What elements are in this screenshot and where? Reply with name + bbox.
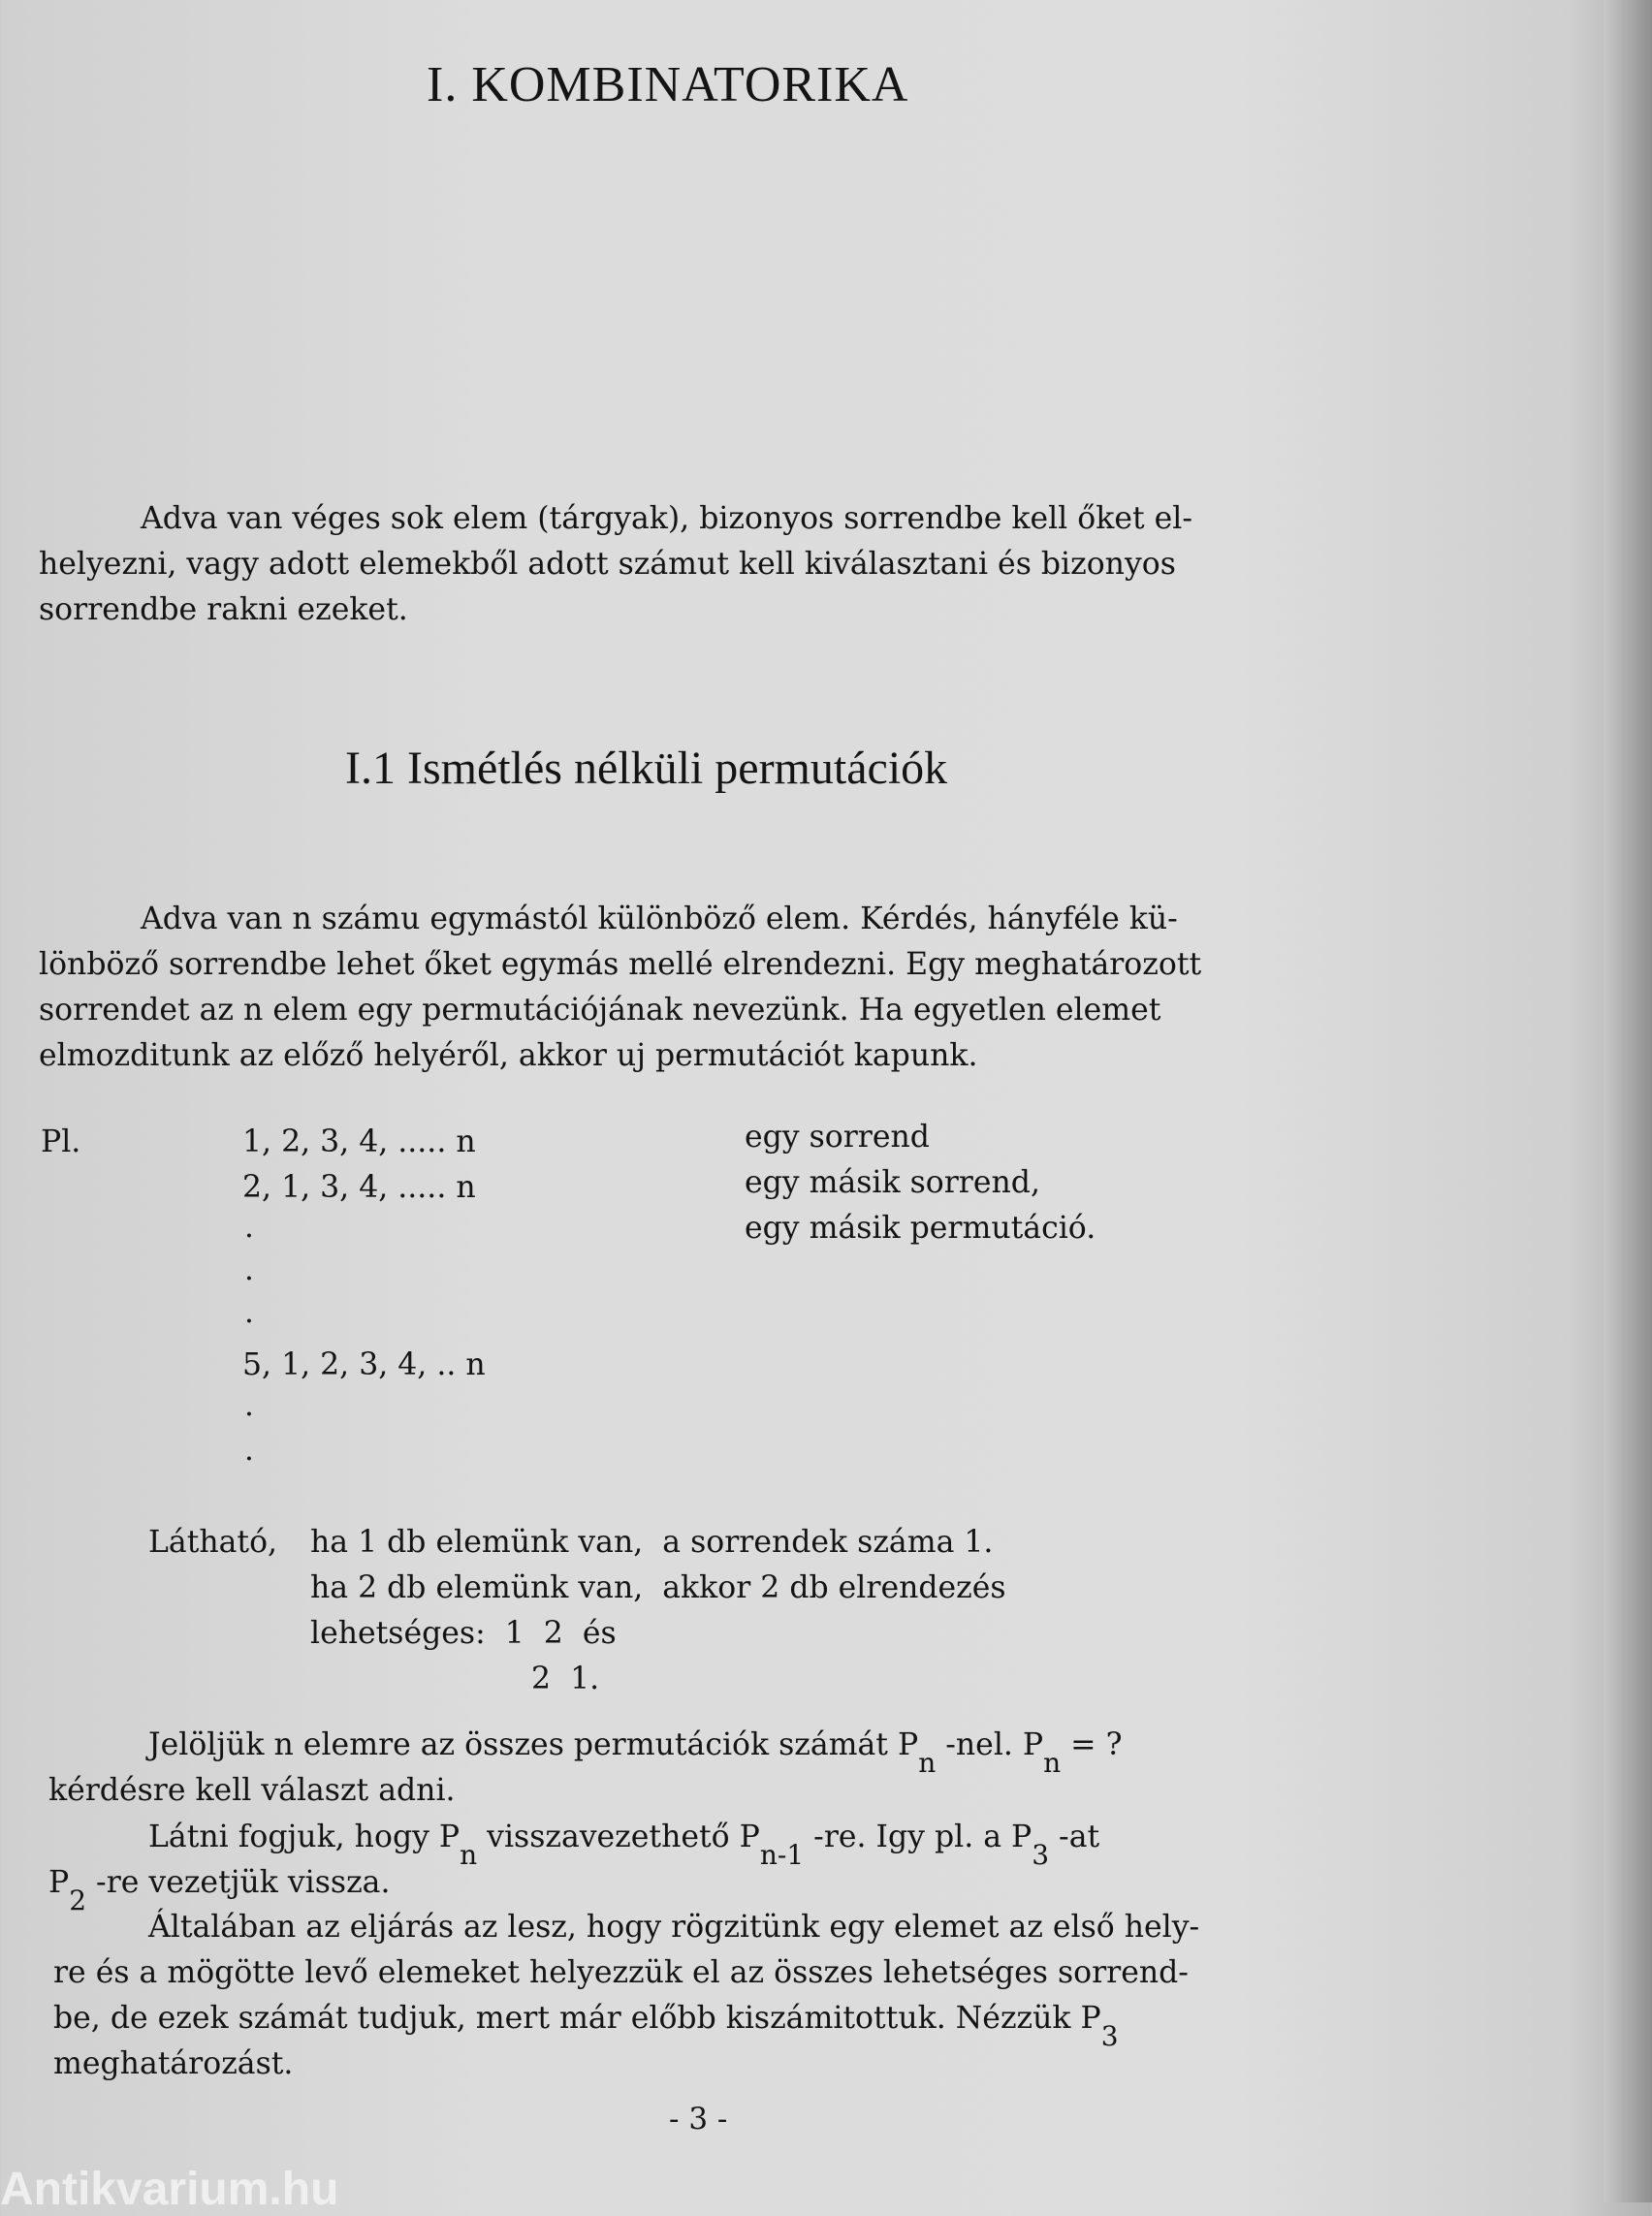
para4-line-3: be, de ezek számát tudjuk, mert már előbb kiszámitottuk. Nézzük P3 — [53, 2001, 1119, 2052]
para4-line-1: Általában az eljárás az lesz, hogy rögzitünk egy elemet az első hely- — [148, 1910, 1200, 1945]
para2-line-2: kérdésre kell választ adni. — [48, 1773, 456, 1808]
observation-line-1: ha 1 db elemünk van, a sorrendek száma 1. — [310, 1525, 994, 1560]
para1-line-3: sorrendet az n elem egy permutációjának nevezünk. Ha egyetlen elemet — [39, 993, 1161, 1028]
example-sequence-3: 5, 1, 2, 3, 4, .. n — [242, 1347, 486, 1382]
intro-line-1: Adva van véges sok elem (tárgyak), bizonyos sorrendbe kell őket el- — [141, 501, 1192, 536]
example-sequence-2: 2, 1, 3, 4, ..... n — [242, 1170, 476, 1205]
chapter-title: I. KOMBINATORIKA — [427, 57, 909, 112]
example-sequence-1: 1, 2, 3, 4, ..... n — [242, 1124, 476, 1159]
observation-line-4: 2 1. — [531, 1662, 600, 1696]
intro-line-2: helyezni, vagy adott elemekből adott számut kell kiválasztani és bizonyos — [39, 547, 1176, 582]
section-heading: I.1 Ismétlés nélküli permutációk — [345, 743, 948, 794]
observation-line-3: lehetséges: 1 2 és — [310, 1616, 617, 1651]
para4-line-2: re és a mögötte levő elemeket helyezzük el az összes lehetséges sorrend- — [53, 1955, 1189, 1990]
ellipsis-dot: . — [244, 1252, 254, 1287]
para3-line-2: P2 -re vezetjük vissza. — [48, 1865, 391, 1916]
example-label: Pl. — [41, 1124, 81, 1159]
page-number: - 3 - — [669, 2102, 728, 2137]
watermark: Antikvarium.hu — [0, 2164, 339, 2215]
example-note-2: egy másik sorrend, — [745, 1165, 1040, 1200]
para1-line-4: elmozditunk az előző helyéről, akkor uj permutációt kapunk. — [39, 1038, 978, 1073]
ellipsis-dot: . — [244, 1295, 254, 1330]
ellipsis-dot: . — [244, 1210, 254, 1245]
observation-line-2: ha 2 db elemünk van, akkor 2 db elrendezés — [310, 1570, 1006, 1605]
para3-line-1: Látni fogjuk, hogy Pn visszavezethető Pn-1 -re. Igy pl. a P3 -at — [148, 1820, 1100, 1871]
para4-line-4: meghatározást. — [53, 2046, 294, 2081]
example-note-3: egy másik permutáció. — [745, 1211, 1096, 1246]
para1-line-2: lönböző sorrendbe lehet őket egymás mellé elrendezni. Egy meghatározott — [39, 947, 1202, 982]
para1-line-1: Adva van n számu egymástól különböző elem. Kérdés, hányféle kü- — [141, 902, 1178, 936]
page-edge — [1604, 0, 1652, 2202]
ellipsis-dot: . — [244, 1388, 254, 1423]
intro-line-3: sorrendbe rakni ezeket. — [39, 592, 408, 627]
example-note-1: egy sorrend — [745, 1120, 930, 1155]
ellipsis-dot: . — [244, 1433, 254, 1468]
observation-label: Látható, — [148, 1525, 278, 1560]
para2-line-1: Jelöljük n elemre az összes permutációk számát Pn -nel. Pn = ? — [148, 1727, 1123, 1779]
